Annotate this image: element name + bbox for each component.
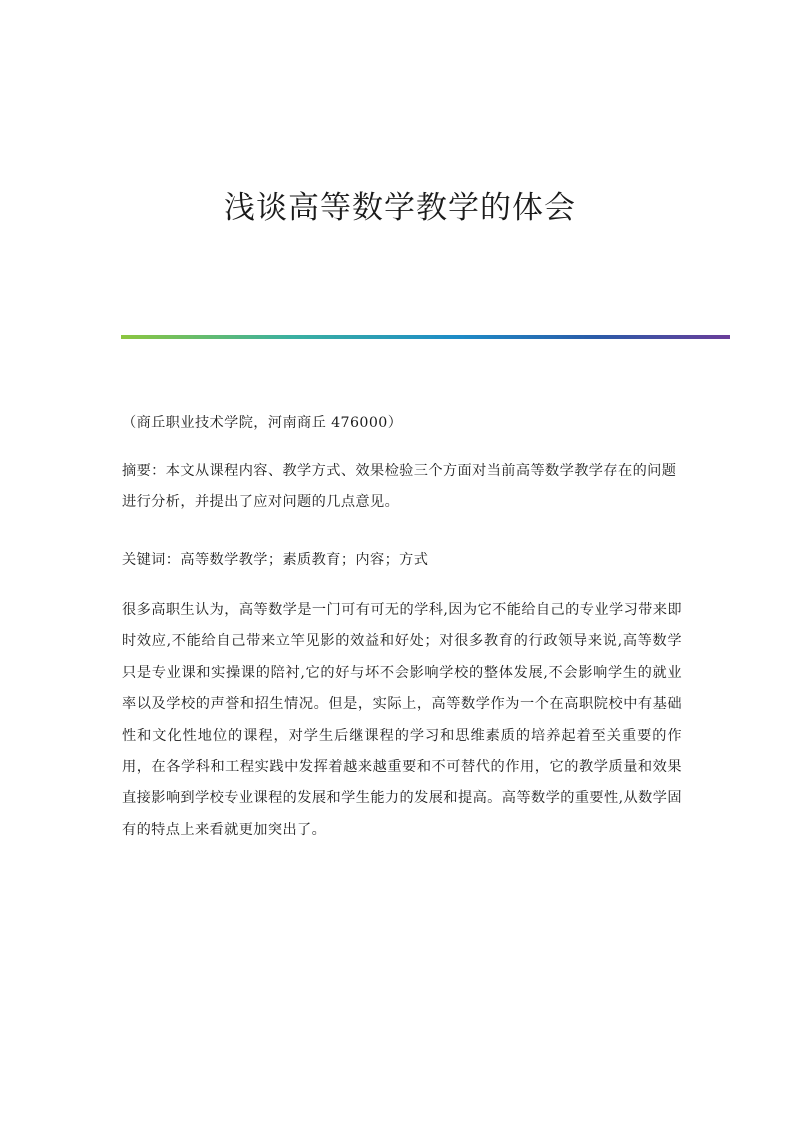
document-title: 浅谈高等数学教学的体会 xyxy=(224,190,576,226)
keywords-text: 高等数学教学；素质教育；内容；方式 xyxy=(180,552,429,568)
body-paragraph: 很多高职生认为，高等数学是一门可有可无的学科,因为它不能给自己的专业学习带来即时效应,不能给自己带来立竿见影的效益和好处；对很多教育的行政领导来说,高等数学只是专业课和实操课的陪衬,它的好与坏不会影响学校的整体发展,不会影响学生的就业率以及学校的声誉和招生情况。但是，实际上，高等数学作为一个在高职院校中有基础性和文化性地位的课程，对学生后继课程的学习和思维素质的培养起着至关重要的作用，在各学科和工程实践中发挥着越来越重要和不可替代的作用，它的教学质量和效果直接影响到学校专业课程的发展和学生能力的发展和提高。高等数学的重要性,从数学固有的特点上来看就更加突出了。 xyxy=(122,602,682,838)
gradient-divider xyxy=(121,335,730,339)
abstract-label: 摘要： xyxy=(122,463,166,479)
abstract xyxy=(122,456,682,519)
abstract-text: 本文从课程内容、教学方式、效果检验三个方面对当前高等数学教学存在的问题进行分析，并提出了应对问题的几点意见。 xyxy=(122,463,677,511)
keywords xyxy=(122,545,682,576)
author-affiliation: （商丘职业技术学院，河南商丘 476000） xyxy=(122,415,403,431)
keywords-label: 关键词： xyxy=(122,552,181,568)
